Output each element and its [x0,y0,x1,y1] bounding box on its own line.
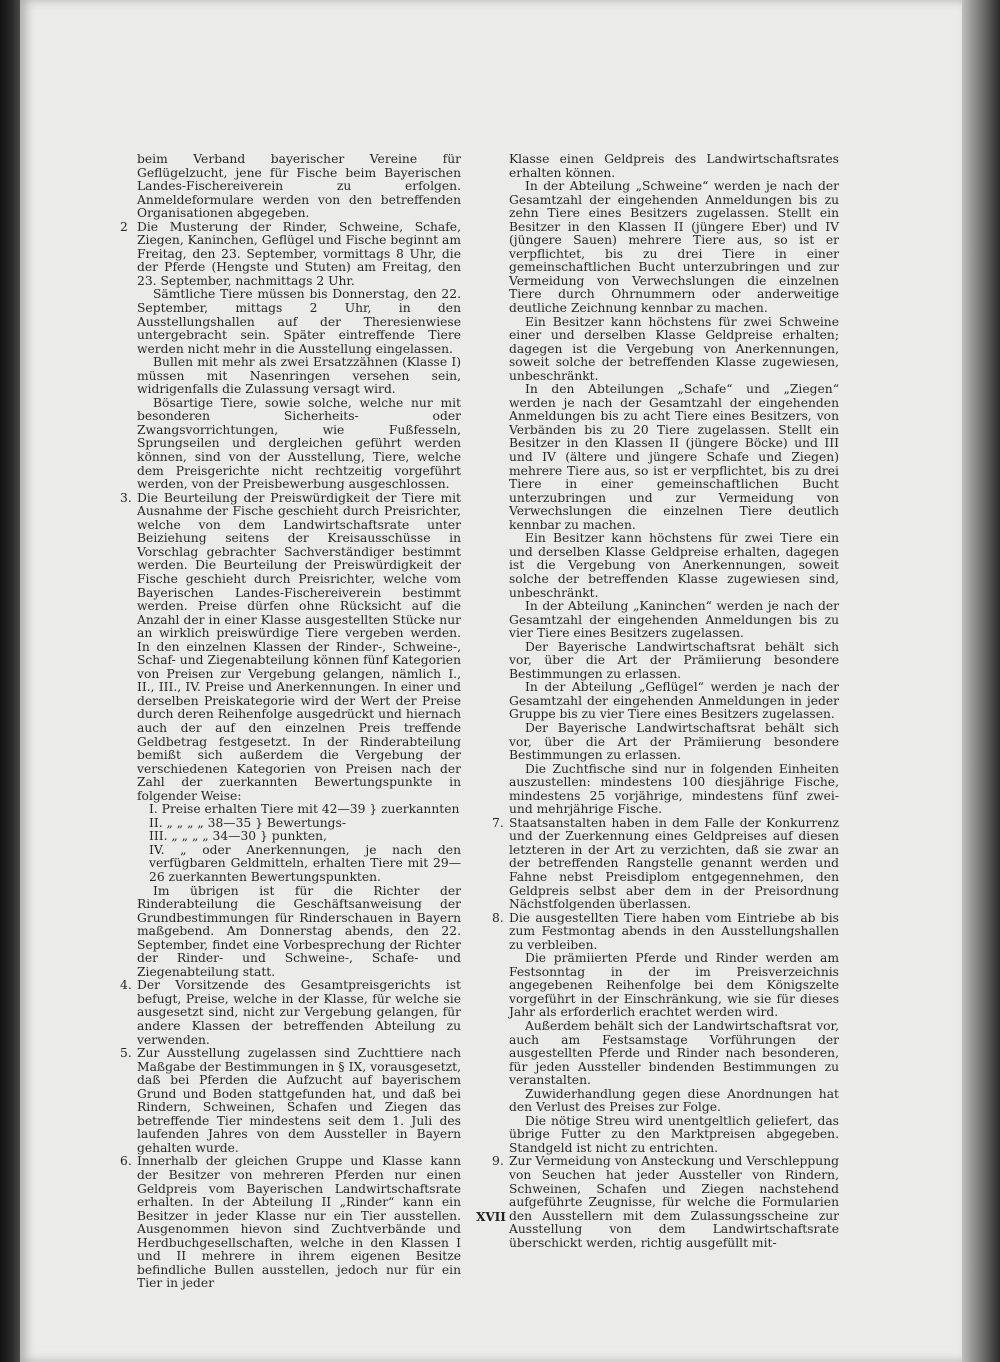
section-text: Der Vorsitzende des Gesamtpreisgerichts ist befugt, Preise, welche in der Klasse, für welche sie ausgesetzt sind, nicht zur Vergebung gelangen, für andere Klassen der betreffenden Abteilung zu verwenden. [137,978,461,1047]
paragraph: Im übrigen ist für die Richter der Rinderabteilung die Geschäftsanweisung der Grundbestimmungen für Rinderschauen in Bayern maßgebend. Am Donnerstag abends, den 22. September, findet eine Vorbesprechung der Richter der Rinder- und Schweine-, Schafe- und Ziegenabteilung statt. [137,883,461,979]
paragraph: Der Bayerische Landwirtschaftsrat behält sich vor, über die Art der Prämiierung besondere Bestimmungen zu erlassen. [509,720,839,763]
section-text: Staatsanstalten haben in dem Falle der Konkurrenz und der Zuerkennung eines Geldpreises auf diesen letzteren in der Art zu verzichten, daß sie zwar an der betreffenden Rangstelle genannt werden und Fahne nebst Preisdiplom entgegennehmen, den Geldpreis selbst aber dem in der Preisordnung Nächstfolgenden überlassen. [509,815,839,912]
section-number: 3. [120,490,132,505]
section-number: 8. [492,910,504,925]
section-number: 7. [492,815,504,830]
grade-line: I. Preise erhalten Tiere mit 42—39 } zuerkannten [149,802,460,817]
continued-paragraph: Klasse einen Geldpreis des Landwirtschaftsrates erhalten können. [509,152,839,180]
section-7 [492,815,839,912]
section-text: Innerhalb der gleichen Gruppe und Klasse kann der Besitzer von mehreren Pferden nur einen Geldpreis vom Bayerischen Landwirtschaftsrate erhalten. In der Abteilung II „Rinder“ kann ein Besitzer in jeder Klasse nur ein Tier ausstellen. Ausgenommen hievon sind Zuchtverbände und Herdbuchgesellschaften, welche in den Klassen I und II mehrere in ihrem eigenen Besitze befindliche Bullen ausstellen, jedoch nur für ein Tier in jeder [137,1154,461,1291]
paragraph: In den Abteilungen „Schafe“ und „Ziegen“ werden je nach der Gesamtzahl der eingehenden Anmeldungen bis zu acht Tiere eines Besitzers, von Verbänden bis zu 20 Tiere zugelassen. Stellt ein Besitzer in den Klassen II (jüngere Böcke) und III und IV (ältere und jüngere Schafe und Ziegen) mehrere Tiere aus, so ist er verpflichtet, bis zu drei Tiere in einer gemeinschaftlichen Bucht unterzubringen und zur Vermeidung von Verwechslungen die einzelnen Tiere deutlich kennbar zu machen. [509,382,839,532]
section-8 [492,910,839,953]
grade-table [137,803,461,884]
section-text: Die Musterung der Rinder, Schweine, Schafe, Ziegen, Kaninchen, Geflügel und Fische beginnt am Freitag, den 23. September, vormittags 8 Uhr, die der Pferde (Hengste und Stuten) am Freitag, den 23. September, nachmittags 2 Uhr. [137,219,461,288]
grade-line: II. „ „ „ „ 38—35 } Bewertungs- [149,815,346,830]
section-4 [120,978,461,1047]
grade-line: IV. „ oder Anerkennungen, je nach den verfügbaren Geldmitteln, erhalten Tiere mit 29—26 zuerkannten Bewertungspunkten. [149,842,461,884]
paragraph: Ein Besitzer kann höchstens für zwei Schweine einer und derselben Klasse Geldpreise erhalten; dagegen ist die Vergebung von Anerkennungen, soweit solche der betreffenden Klasse zugewiesen, unbeschränkt. [509,314,839,383]
page-number: XVII [476,1210,506,1224]
paragraph: Bösartige Tiere, sowie solche, welche nur mit besonderen Sicherheits- oder Zwangsvorrichtungen, wie Fußfesseln, Sprungseilen und dergleichen geführt werden können, sind von der Ausstellung, Tiere, welche dem Preisgerichte nicht rechtzeitig vorgeführt werden, von der Preisbewerbung ausgeschlossen. [137,395,461,492]
section-9 [492,1154,839,1250]
intro-paragraph: beim Verband bayerischer Vereine für Geflügelzucht, jene für Fische beim Bayerischen Landes-Fischereiverein zu erfolgen. Anmeldeformulare werden von den betreffenden Organisationen abgegeben. [137,152,461,221]
book-page-edges [958,0,1000,1362]
paragraph: Sämtliche Tiere müssen bis Donnerstag, den 22. September, mittags 2 Uhr, in den Ausstellungshallen auf der Theresienwiese untergebracht sein. Später eintreffende Tiere werden nicht mehr in die Ausstellung eingelassen. [137,287,461,356]
paragraph: Der Bayerische Landwirtschaftsrat behält sich vor, über die Art der Prämiierung besondere Bestimmungen zu erlassen. [509,639,839,681]
section-5 [120,1046,461,1155]
section-text: Die ausgestellten Tiere haben vom Eintriebe ab bis zum Festmontag abends in den Ausstellungshallen zu verbleiben. [509,910,839,952]
section-number: 5. [120,1046,132,1061]
paragraph: Die nötige Streu wird unentgeltlich geliefert, das übrige Futter zu den Marktpreisen abgegeben. Standgeld ist nicht zu entrichten. [509,1113,839,1155]
paragraph: In der Abteilung „Kaninchen“ werden je nach der Gesamtzahl der eingehenden Anmeldungen bis zu vier Tiere eines Besitzers zugelassen. [509,599,839,641]
section-number: 2 [120,219,128,234]
paragraph: Zuwiderhandlung gegen diese Anordnungen hat den Verlust des Preises zur Folge. [509,1086,839,1115]
right-column [492,152,839,1250]
paragraph: Bullen mit mehr als zwei Ersatzzähnen (Klasse I) müssen mit Nasenringen versehen sein, widrigenfalls die Zulassung versagt wird. [137,355,461,397]
section-3 [120,490,461,804]
section-number: 4. [120,978,132,993]
paragraph: Außerdem behält sich der Landwirtschaftsrat vor, auch am Festsamstage Vorführungen der ausgestellten Pferde und Rinder nach besonderen, für jeden Aussteller bindenden Bestimmungen zu veranstalten. [509,1019,839,1088]
left-column [120,152,461,1291]
paragraph: In der Abteilung „Geflügel“ werden je nach der Gesamtzahl der eingehenden Anmeldungen in jeder Gruppe bis zu vier Tiere eines Besitzers zugelassen. [509,680,839,722]
grade-line: III. „ „ „ „ 34—30 } punkten, [149,829,327,844]
section-text: Zur Ausstellung zugelassen sind Zuchttiere nach Maßgabe der Bestimmungen in § IX, vorausgesetzt, daß bei Pferden die Aufzucht auf bayerischem Grund und Boden stattgefunden hat, und daß bei Rindern, Schweinen, Schafen und Ziegen das betreffende Tier mindestens seit dem 1. Juli des laufenden Jahres von dem Aussteller in Bayern gehalten wurde. [137,1046,461,1155]
document-page [20,0,962,1362]
section-number: 6. [120,1154,132,1169]
section-2 [120,219,461,289]
paragraph: Die prämiierten Pferde und Rinder werden am Festsonntag in der im Preisverzeichnis angegebenen Reihenfolge bei dem Königszelte vorgeführt in der Einschränkung, wie sie für dieses Jahr als erforderlich erachtet werden wird. [509,951,839,1020]
section-number: 9. [492,1154,504,1169]
paragraph: In der Abteilung „Schweine“ werden je nach der Gesamtzahl der eingehenden Anmeldungen bis zu zehn Tiere eines Besitzers zugelassen. Stellt ein Besitzer in den Klassen II (jüngere Eber) und IV (jüngere Sauen) mehrere Tiere aus, so ist er verpflichtet, bis zu drei Tiere in einer gemeinschaftlichen Bucht unterzubringen und zur Vermeidung von Verwechslungen die einzelnen Tiere durch Ohrnummern oder anderweitige deutliche Zeichnung kennbar zu machen. [509,179,839,316]
section-text: Zur Vermeidung von Ansteckung und Verschleppung von Seuchen hat jeder Aussteller von Rindern, Schweinen, Schafen und Ziegen nachstehend aufgeführte Zeugnisse, für welche die Formularien den Ausstellern mit dem Zulassungsscheine zur Ausstellung von dem Landwirtschaftsrate überschickt werden, richtig ausgefüllt mit- [509,1154,839,1250]
paragraph: Die Zuchtfische sind nur in folgenden Einheiten auszustellen: mindestens 100 diesjährige Fische, mindestens 25 vorjährige, mindestens fünf zwei- und mehrjährige Fische. [509,761,839,817]
paragraph: Ein Besitzer kann höchstens für zwei Tiere ein und derselben Klasse Geldpreise erhalten, dagegen ist die Vergebung von Anerkennungen, soweit solche der betreffenden Klasse zugewiesen sind, unbeschränkt. [509,531,839,600]
section-text: Die Beurteilung der Preiswürdigkeit der Tiere mit Ausnahme der Fische geschieht durch Preisrichter, welche von dem Landwirtschaftsrate unter Beiziehung seitens der Kreisausschüsse in Vorschlag gebrachter Sachverständiger bestimmt werden. Die Beurteilung der Preiswürdigkeit der Fische geschieht durch Preisrichter, welche vom Bayerischen Landes-Fischereiverein bestimmt werden. Preise dürfen ohne Rücksicht auf die Anzahl der in einer Klasse ausgestellten Stücke nur an wirklich preiswürdige Tiere vergeben werden. In den einzelnen Klassen der Rinder-, Schweine-, Schaf- und Ziegenabteilung können fünf Kategorien von Preisen zur Vergebung gelangen, nämlich I., II., III., IV. Preise und Anerkennungen. In einer und derselben Preiskategorie wird der Wert der Preise durch deren Reihenfolge ausgedrückt und hiernach auch der auf den einzelnen Preis treffende Geldbetrag festgesetzt. In der Rinderabteilung bemißt sich außerdem die Vergebung der verschiedenen Kategorien von Preisen nach der Zahl der zuerkannten Bewertungspunkte in folgender Weise: [137,490,461,803]
book-binding-left [0,0,20,1362]
